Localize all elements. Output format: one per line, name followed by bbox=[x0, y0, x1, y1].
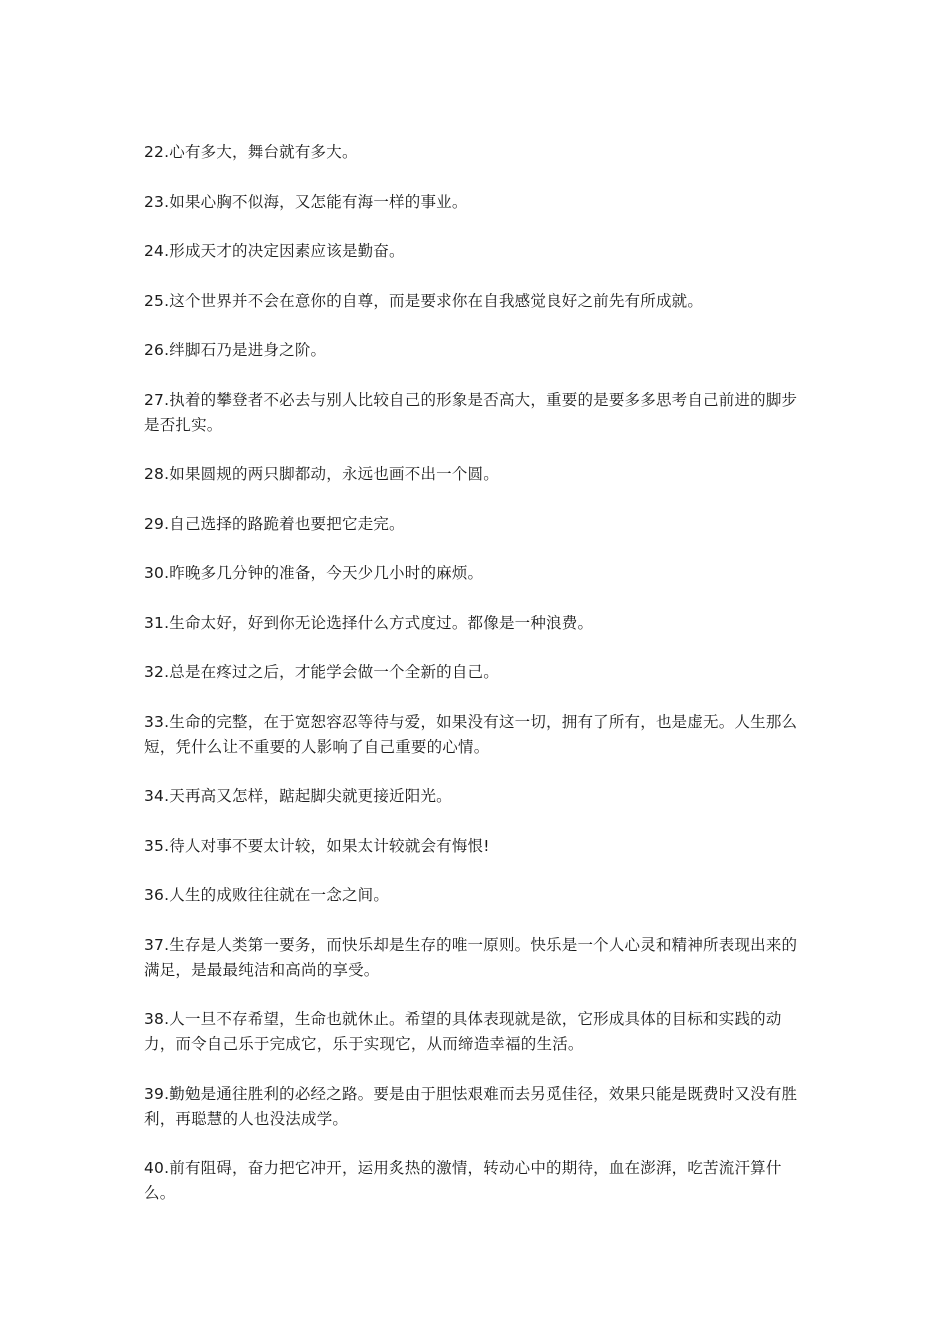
quote-23: 23.如果心胸不似海，又怎能有海一样的事业。 bbox=[144, 192, 468, 211]
quote-32: 32.总是在疼过之后，才能学会做一个全新的自己。 bbox=[144, 663, 499, 681]
quote-37: 37.生存是人类第一要务，而快乐却是生存的唯一原则。快乐是一个人心灵和精神所表现出来的满足，是最最纯洁和高尚的享受。 bbox=[144, 935, 798, 979]
quote-27: 27.执着的攀登者不必去与别人比较自己的形象是否高大，重要的是要多多思考自己前进的脚步是否扎实。 bbox=[144, 390, 798, 434]
quote-25: 25.这个世界并不会在意你的自尊，而是要求你在自我感觉良好之前先有所成就。 bbox=[144, 291, 704, 310]
quote-34: 34.天再高又怎样，踮起脚尖就更接近阳光。 bbox=[144, 787, 452, 805]
quote-38: 38.人一旦不存希望，生命也就休止。希望的具体表现就是欲，它形成具体的目标和实践的动力，而令自己乐于完成它，乐于实现它，从而缔造幸福的生活。 bbox=[144, 1010, 782, 1053]
quote-22: 22.心有多大，舞台就有多大。 bbox=[144, 143, 358, 161]
quote-40: 40.前有阻碍，奋力把它冲开，运用炙热的激情，转动心中的期待，血在澎湃，吃苦流汗算什么。 bbox=[144, 1159, 782, 1202]
quote-26: 26.绊脚石乃是进身之阶。 bbox=[144, 341, 327, 359]
quote-33: 33.生命的完整，在于宽恕容忍等待与爱，如果没有这一切，拥有了所有，也是虚无。人生那么短，凭什么让不重要的人影响了自己重要的心情。 bbox=[144, 712, 798, 756]
quote-36: 36.人生的成败往往就在一念之间。 bbox=[144, 886, 390, 904]
quote-30: 30.昨晚多几分钟的准备，今天少几小时的麻烦。 bbox=[144, 564, 484, 582]
document-page bbox=[144, 140, 808, 1231]
quote-24: 24.形成天才的决定因素应该是勤奋。 bbox=[144, 242, 405, 260]
quote-31: 31.生命太好，好到你无论选择什么方式度过。都像是一种浪费。 bbox=[144, 613, 594, 632]
quote-28: 28.如果圆规的两只脚都动，永远也画不出一个圆。 bbox=[144, 465, 499, 483]
quote-29: 29.自己选择的路跪着也要把它走完。 bbox=[144, 514, 405, 533]
quote-35: 35.待人对事不要太计较，如果太计较就会有悔恨! bbox=[144, 836, 490, 855]
quote-39: 39.勤勉是通往胜利的必经之路。要是由于胆怯艰难而去另觅佳径，效果只能是既费时又没有胜利，再聪慧的人也没法成学。 bbox=[144, 1084, 798, 1128]
